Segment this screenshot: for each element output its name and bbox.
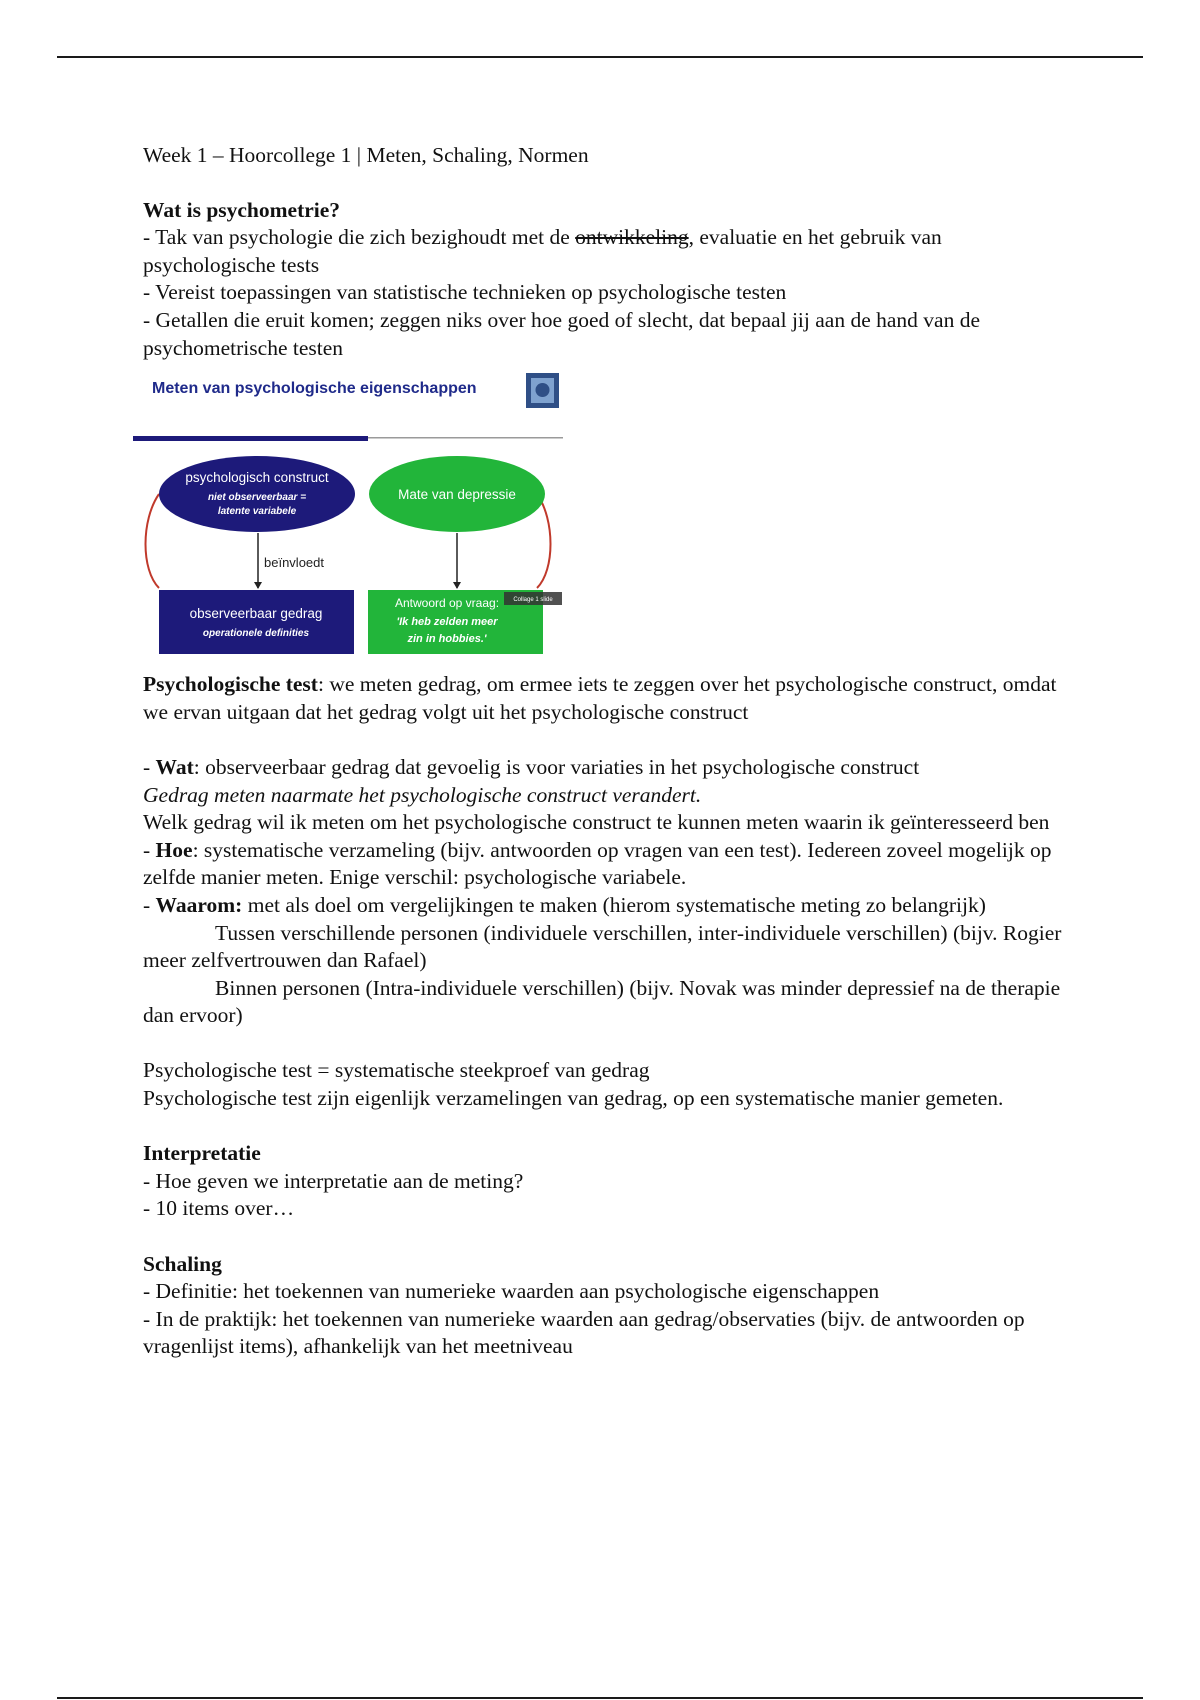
wat-line: - Wat: observeerbaar gedrag dat gevoelig is voor variaties in het psychologische construct bbox=[143, 754, 920, 779]
summary-line-1: Psychologische test = systematische steekproef van gedrag bbox=[143, 1058, 650, 1083]
svg-text:Antwoord op vraag:: Antwoord op vraag: bbox=[394, 596, 500, 611]
svg-text:'Ik heb zelden meer: 'Ik heb zelden meer bbox=[396, 616, 498, 629]
svg-text:observeerbaar gedrag: observeerbaar gedrag bbox=[189, 606, 323, 622]
header-rule bbox=[57, 56, 1143, 58]
svg-text:zin in hobbies.': zin in hobbies.' bbox=[407, 633, 487, 646]
svg-text:psychologisch construct: psychologisch construct bbox=[185, 470, 329, 486]
binnen-line: Binnen personen (Intra-individuele verschillen) (bijv. Novak was minder depressief na de therapie dan ervoor) bbox=[143, 975, 1061, 1028]
schaling-line-2: - In de praktijk: het toekennen van numerieke waarden aan gedrag/observaties (bijv. de antwoorden op vragenlijst items), afhankelijk van het meetniveau bbox=[143, 1306, 1025, 1359]
influence-label: beïnvloedt bbox=[264, 555, 324, 571]
slide-image bbox=[133, 370, 563, 665]
psychometrie-line-1: - Tak van psychologie die zich bezighoudt met de ontwikkeling, evaluatie en het gebruik van psychologische tests bbox=[143, 225, 942, 277]
svg-text:Collage 1 slide: Collage 1 slide bbox=[513, 597, 553, 604]
document-body bbox=[143, 142, 1073, 1361]
svg-text:operationele definities: operationele definities bbox=[202, 628, 310, 640]
slide-title-bar bbox=[133, 436, 368, 441]
tussen-line: Tussen verschillende personen (individuele verschillen, inter-individuele verschillen) (bijv. Rogier meer zelfvertrouwen dan Rafael) bbox=[143, 920, 1062, 973]
slide-title: Meten van psychologische eigenschappen bbox=[152, 380, 477, 398]
wat-italic: Gedrag meten naarmate het psychologische construct verandert. bbox=[143, 782, 702, 807]
test-definition: Psychologische test: we meten gedrag, om ermee iets te zeggen over het psychologische construct, omdat we ervan uitgaan dat het gedrag volgt uit het psychologische construct bbox=[143, 672, 1057, 724]
heading-interpretatie: Interpretatie bbox=[143, 1141, 261, 1166]
svg-text:latente variabele: latente variabele bbox=[217, 506, 297, 518]
heading-psychometrie: Wat is psychometrie? bbox=[143, 197, 341, 222]
svg-text:Mate van depressie: Mate van depressie bbox=[398, 487, 516, 503]
interpretatie-line-1: - Hoe geven we interpretatie aan de meting? bbox=[143, 1168, 524, 1193]
psychometrie-line-2: - Vereist toepassingen van statistische technieken op psychologische testen bbox=[143, 280, 787, 305]
page-title: Week 1 – Hoorcollege 1 | Meten, Schaling, Normen bbox=[143, 143, 589, 167]
wat-extra: Welk gedrag wil ik meten om het psychologische construct te kunnen meten waarin ik geïnteresseerd ben bbox=[143, 810, 1050, 835]
behavior-box bbox=[159, 590, 354, 654]
heading-schaling: Schaling bbox=[143, 1251, 222, 1276]
hoe-line: - Hoe: systematische verzameling (bijv. antwoorden op vragen van een test). Iedereen zoveel mogelijk op zelfde manier meten. Enige verschil: psychologische variabele. bbox=[143, 837, 1052, 890]
struck-word: ontwikkeling bbox=[575, 225, 689, 250]
schaling-line-1: - Definitie: het toekennen van numerieke waarden aan psychologische eigenschappen bbox=[143, 1279, 880, 1304]
svg-text:niet observeerbaar =: niet observeerbaar = bbox=[207, 492, 307, 504]
waarom-line: - Waarom: met als doel om vergelijkingen te maken (hierom systematische meting zo belangrijk) bbox=[143, 892, 986, 917]
psychometrie-line-3: - Getallen die eruit komen; zeggen niks over hoe goed of slecht, dat bepaal jij aan de hand van de psychometrische testen bbox=[143, 307, 980, 360]
summary-line-2: Psychologische test zijn eigenlijk verzamelingen van gedrag, op een systematische manier gemeten. bbox=[143, 1086, 1004, 1111]
interpretatie-line-2: - 10 items over… bbox=[143, 1196, 295, 1221]
footer-rule bbox=[57, 1697, 1143, 1699]
university-logo-icon bbox=[526, 373, 559, 408]
